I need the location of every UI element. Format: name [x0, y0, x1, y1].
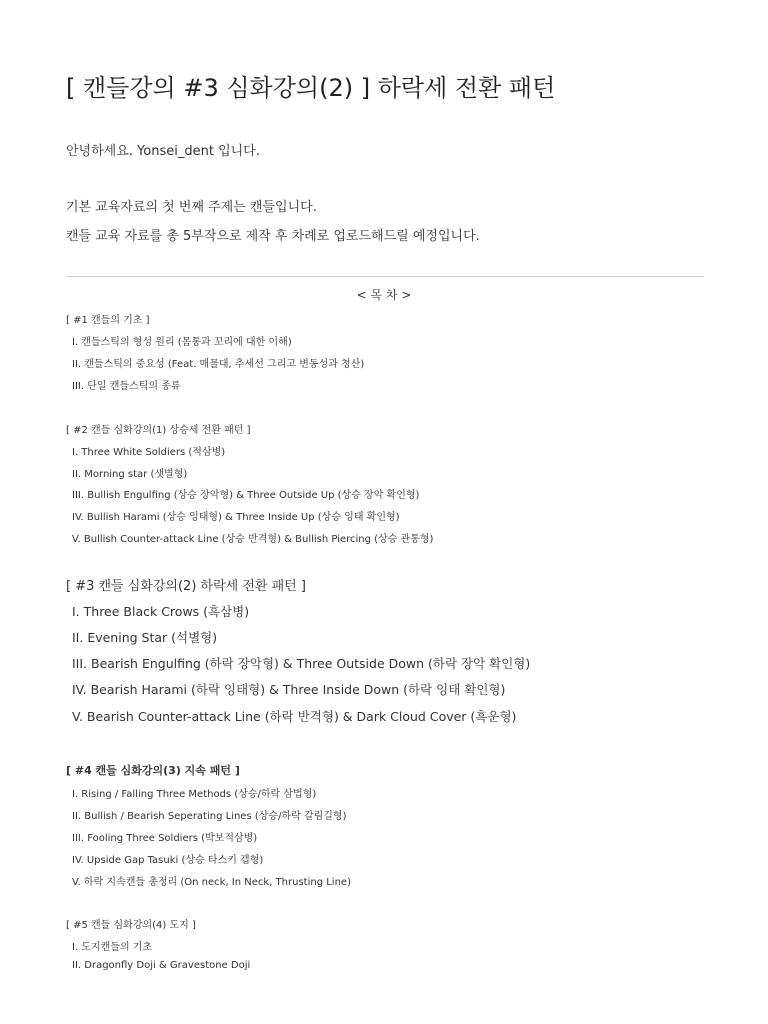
toc-item: II. Bullish / Bearish Seperating Lines (상승/하락 갈림길형): [72, 811, 347, 822]
toc-item: I. Three Black Crows (흑삼병): [72, 604, 250, 619]
toc-section-heading-current: [ #3 캔들 심화강의(2) 하락세 전환 패턴 ]: [66, 579, 306, 594]
toc-item: IV. Upside Gap Tasuki (상승 타스키 갭형): [72, 855, 264, 866]
toc-item: IV. Bearish Harami (하락 잉태형) & Three Inside Down (하락 잉태 확인형): [72, 682, 506, 697]
section-divider: [66, 276, 704, 277]
toc-section-heading: [ #4 캔들 심화강의(3) 지속 패턴 ]: [66, 764, 240, 777]
toc-item: IV. Bullish Harami (상승 잉태형) & Three Inside Up (상승 잉태 확인형): [72, 512, 400, 523]
toc-item: V. 하락 지속캔들 총정리 (On neck, In Neck, Thrusting Line): [72, 877, 351, 888]
toc-section-heading: [ #5 캔들 심화강의(4) 도지 ]: [66, 920, 196, 931]
intro-series-text: 캔들 교육 자료를 총 5부작으로 제작 후 차례로 업로드해드릴 예정입니다.: [66, 229, 480, 244]
toc-item: V. Bearish Counter-attack Line (하락 반격형) & Dark Cloud Cover (흑운형): [72, 709, 517, 724]
toc-title: < 목 차 >: [356, 288, 412, 302]
toc-item: II. Morning star (샛별형): [72, 469, 188, 480]
toc-item: III. 단일 캔들스틱의 종류: [72, 381, 181, 392]
toc-item: II. 캔들스틱의 중요성 (Feat. 매물대, 추세선 그리고 변동성과 청산): [72, 359, 365, 370]
toc-item: I. Three White Soldiers (적삼병): [72, 447, 226, 458]
toc-item: I. 도지캔들의 기초: [72, 942, 153, 953]
page-title: [ 캔들강의 #3 심화강의(2) ] 하락세 전환 패턴: [66, 74, 556, 102]
toc-item: I. 캔들스틱의 형성 원리 (몸통과 꼬리에 대한 이해): [72, 337, 292, 348]
toc-item: V. Bullish Counter-attack Line (상승 반격형) & Bullish Piercing (상승 관통형): [72, 534, 434, 545]
toc-item: III. Fooling Three Soldiers (박보적삼병): [72, 833, 258, 844]
toc-section-heading: [ #1 캔들의 기초 ]: [66, 315, 150, 326]
toc-item: III. Bullish Engulfing (상승 장악형) & Three Outside Up (상승 장악 확인형): [72, 490, 420, 501]
toc-item: III. Bearish Engulfing (하락 장악형) & Three Outside Down (하락 장악 확인형): [72, 656, 531, 671]
greeting-text: 안녕하세요. Yonsei_dent 입니다.: [66, 144, 260, 159]
toc-section-heading: [ #2 캔들 심화강의(1) 상승세 전환 패턴 ]: [66, 425, 251, 436]
toc-item: II. Evening Star (석별형): [72, 630, 218, 645]
intro-topic-text: 기본 교육자료의 첫 번째 주제는 캔들입니다.: [66, 200, 317, 215]
toc-item: I. Rising / Falling Three Methods (상승/하락 삼법형): [72, 789, 317, 800]
toc-item: II. Dragonfly Doji & Gravestone Doji: [72, 960, 251, 971]
